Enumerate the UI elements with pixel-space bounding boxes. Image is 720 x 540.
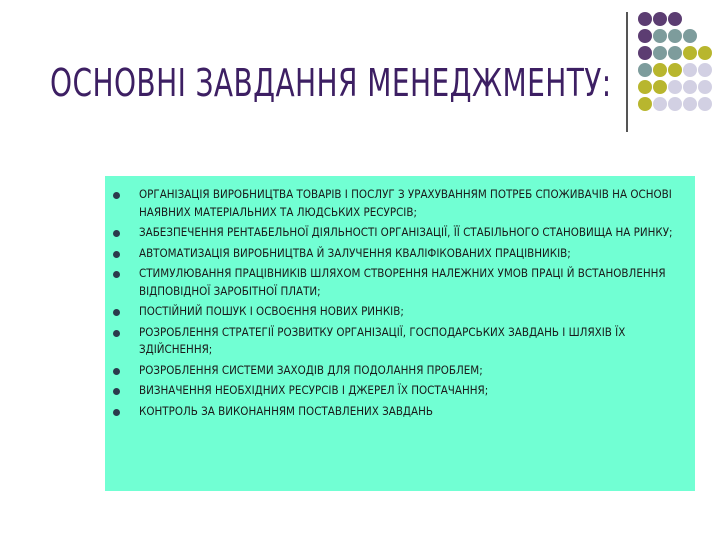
bullet-dot-icon: [113, 230, 120, 237]
task-list-item: [105, 224, 685, 242]
bullet-dot-icon: [113, 330, 120, 337]
decor-dot-icon: [683, 97, 697, 111]
task-list-item: [105, 186, 685, 221]
task-text: ПОСТІЙНИЙ ПОШУК І ОСВОЄННЯ НОВИХ РИНКІВ;: [139, 304, 404, 318]
decor-dot-icon: [653, 12, 667, 26]
task-text: ОРГАНІЗАЦІЯ ВИРОБНИЦТВА ТОВАРІВ І ПОСЛУГ З УРАХУВАННЯМ ПОТРЕБ СПОЖИВАЧІВ НА ОСНОВІ НАЯВНИХ МАТЕРІАЛЬНИХ ТА ЛЮДСЬКИХ РЕСУРСІВ;: [139, 187, 672, 219]
bullet-dot-icon: [113, 309, 120, 316]
decor-dot-icon: [683, 46, 697, 60]
decor-dot-icon: [668, 80, 682, 94]
decor-dot-icon: [668, 29, 682, 43]
bullet-dot-icon: [113, 368, 120, 375]
bullet-dot-icon: [113, 192, 120, 199]
task-text: АВТОМАТИЗАЦІЯ ВИРОБНИЦТВА Й ЗАЛУЧЕННЯ КВАЛІФІКОВАНИХ ПРАЦІВНИКІВ;: [139, 245, 571, 260]
bullet-dot-icon: [113, 388, 120, 395]
decor-dot-icon: [683, 63, 697, 77]
decor-dot-icon: [653, 63, 667, 77]
decor-dot-icon: [698, 46, 712, 60]
bullet-dot-icon: [113, 409, 120, 416]
task-list-item: [105, 245, 685, 263]
task-list-item: [105, 362, 685, 380]
decor-dot-icon: [638, 97, 652, 111]
task-list-item: [105, 403, 685, 421]
bullet-dot-icon: [113, 271, 120, 278]
decor-dot-icon: [668, 97, 682, 111]
decor-dot-icon: [698, 63, 712, 77]
decor-dot-icon: [653, 46, 667, 60]
decor-dot-icon: [668, 12, 682, 26]
task-list-item: [105, 303, 685, 321]
decor-dot-icon: [653, 29, 667, 43]
decorative-dot-grid: [638, 12, 710, 120]
decor-dot-icon: [638, 80, 652, 94]
slide-title: ОСНОВНІ ЗАВДАННЯ МЕНЕДЖМЕНТУ:: [50, 61, 612, 105]
decor-dot-icon: [668, 46, 682, 60]
task-text: КОНТРОЛЬ ЗА ВИКОНАННЯМ ПОСТАВЛЕНИХ ЗАВДАНЬ: [139, 403, 433, 418]
task-list-item: [105, 382, 685, 400]
decor-dot-icon: [653, 97, 667, 111]
decor-dot-icon: [683, 80, 697, 94]
task-list-item: [105, 265, 685, 300]
content-panel: [105, 176, 695, 491]
task-text: ВИЗНАЧЕННЯ НЕОБХІДНИХ РЕСУРСІВ І ДЖЕРЕЛ ЇХ ПОСТАЧАННЯ;: [139, 383, 489, 397]
decor-dot-icon: [668, 63, 682, 77]
decor-dot-icon: [638, 29, 652, 43]
task-text: РОЗРОБЛЕННЯ СИСТЕМИ ЗАХОДІВ ДЛЯ ПОДОЛАННЯ ПРОБЛЕМ;: [139, 362, 483, 377]
bullet-dot-icon: [113, 251, 120, 258]
task-list-item: [105, 324, 685, 359]
decor-dot-icon: [683, 29, 697, 43]
decor-dot-icon: [653, 80, 667, 94]
decor-dot-icon: [638, 46, 652, 60]
task-text: СТИМУЛЮВАННЯ ПРАЦІВНИКІВ ШЛЯХОМ СТВОРЕННЯ НАЛЕЖНИХ УМОВ ПРАЦІ Й ВСТАНОВЛЕННЯ ВІДПОВІДНОЇ ЗАРОБІТНОЇ ПЛАТИ;: [139, 266, 666, 298]
decor-dot-icon: [698, 80, 712, 94]
task-text: ЗАБЕЗПЕЧЕННЯ РЕНТАБЕЛЬНОЇ ДІЯЛЬНОСТІ ОРГАНІЗАЦІЇ, ЇЇ СТАБІЛЬНОГО СТАНОВИЩА НА РИНКУ;: [139, 225, 673, 239]
decor-dot-icon: [698, 97, 712, 111]
decor-dot-icon: [638, 12, 652, 26]
decor-dot-icon: [638, 63, 652, 77]
task-text: РОЗРОБЛЕННЯ СТРАТЕГІЇ РОЗВИТКУ ОРГАНІЗАЦІЇ, ГОСПОДАРСЬКИХ ЗАВДАНЬ І ШЛЯХІВ ЇХ ЗДІЙСНЕННЯ;: [139, 324, 626, 356]
title-divider-line: [626, 12, 628, 132]
task-list: [105, 176, 695, 420]
